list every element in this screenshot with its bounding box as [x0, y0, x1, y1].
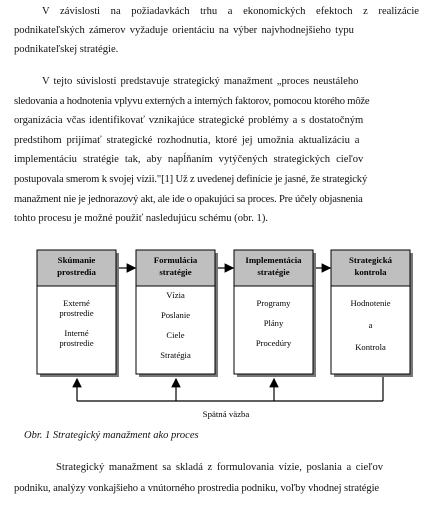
feedback-label: Spätná väzba	[202, 409, 250, 419]
box-item-text: Procedúry	[255, 338, 292, 348]
box-item-text: prostredie	[59, 308, 94, 318]
box-item-text: Programy	[256, 298, 291, 308]
figure-caption: Obr. 1 Strategický manažment ako proces	[24, 430, 199, 441]
text-line: postupovala smerom k svojej vízii."[1] Už z uvedenej definície je jasné, že strategický	[14, 173, 368, 185]
box-header-text: Strategická	[349, 255, 392, 265]
box-header-text: stratégie	[257, 267, 290, 277]
box-header-text: kontrola	[354, 267, 387, 277]
text-line: podnikateľských zámerov vyžaduje orientáciu na výber najvhodnejšieho typu	[14, 25, 354, 37]
text-line: sledovania a hodnotenia vplyvu externých a interných faktorov, pomocou ktorého môže	[14, 95, 370, 107]
box-item-text: Hodnotenie	[350, 298, 391, 308]
text-line: Strategický manažment sa skladá z formulovania vízie, poslania a cieľov	[56, 462, 384, 473]
text-line: manažment nie je jednorazový akt, ale ide o opakujúci sa proces. Pre účely objasnenia	[14, 193, 363, 205]
text-line: podniku, analýzy vonkajšieho a vnútorného prostredia podniku, voľby vhodnej stratégie	[14, 483, 380, 494]
diagram-box-2	[136, 250, 218, 377]
box-item-text: Vízia	[166, 290, 185, 300]
text-line: V tejto súvislosti predstavuje strategický manažment „proces neustáleho	[42, 76, 359, 87]
diagram-box-3	[234, 250, 316, 377]
box-header-text: stratégie	[159, 267, 192, 277]
box-item-text: Kontrola	[355, 342, 386, 352]
text-line: podnikateľskej stratégie.	[14, 44, 119, 56]
box-item-text: Stratégia	[160, 350, 191, 360]
box-header-text: prostredia	[57, 267, 96, 277]
text-line: implementáciu stratégie tak, aby napĺňaním vytýčených strategických cieľov	[14, 154, 364, 166]
diagram-box-1	[37, 250, 119, 377]
box-header-text: Skúmanie	[57, 255, 96, 265]
box-item-text: Plány	[263, 318, 284, 328]
box-item-text: Externé	[63, 298, 90, 308]
text-line: tohto procesu je možné použiť nasledujúcu schému (obr. 1).	[14, 213, 269, 225]
paragraph-3	[14, 457, 419, 499]
box-header-text: Formulácia	[153, 255, 198, 265]
diagram-box-4	[331, 250, 413, 377]
text-line: predstihom prijímať strategické rozhodnutia, ktoré jej umožnia aktualizáciu a	[14, 134, 360, 146]
box-item-text: a	[368, 320, 373, 330]
text-line: V závislosti na požiadavkách trhu a ekonomických efektoch z realizácie	[42, 6, 419, 17]
box-item-text: Interné	[64, 328, 89, 338]
box-item-text: Ciele	[166, 330, 185, 340]
text-line: organizácia včas identifikovať vznikajúce strategické problémy a s dostatočným	[14, 115, 364, 127]
box-item-text: Poslanie	[160, 310, 191, 320]
box-header-text: Implementácia	[245, 255, 302, 265]
box-item-text: prostredie	[59, 338, 94, 348]
